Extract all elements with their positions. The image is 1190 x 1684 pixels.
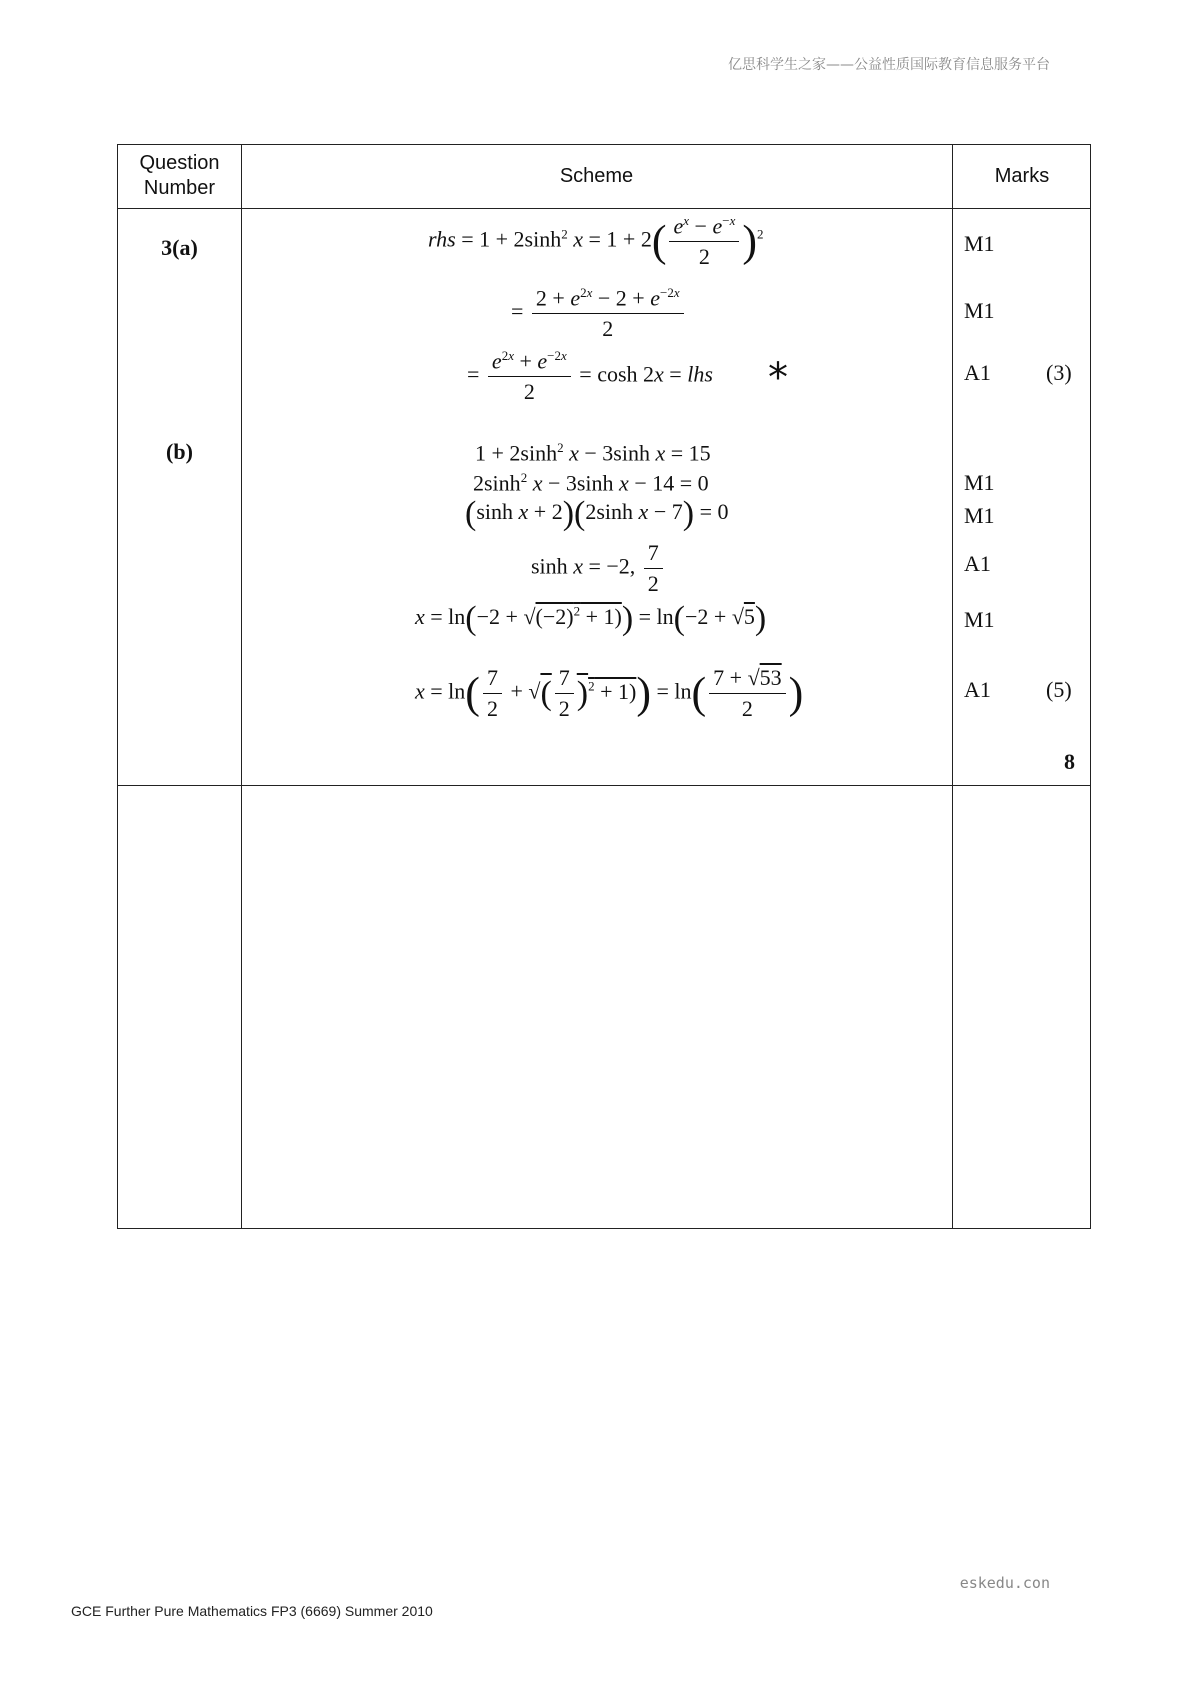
column-divider: [241, 145, 242, 1228]
row-divider: [118, 785, 1090, 786]
equation-b2: $2\sinh^2$ x − 3sinh x − 14 = 0: [473, 470, 709, 496]
equation-b3: (sinh x + 2)(2sinh x − 7) = 0: [465, 495, 729, 532]
question-label-3a: 3(a): [161, 235, 198, 260]
proof-star: *: [768, 355, 788, 401]
question-label-3b: (b): [166, 439, 193, 464]
header-note: 亿思科学生之家——公益性质国际教育信息服务平台: [728, 57, 1050, 73]
mark-b3: A1: [964, 551, 991, 576]
footer-title: GCE Further Pure Mathematics FP3 (6669) Summer 2010: [71, 1603, 433, 1619]
mark-a3: A1: [964, 360, 991, 385]
equation-b1: $1 + 2\sinh^2$ x − 3sinh x = 15: [475, 440, 711, 466]
footer-site: eskedu.con: [959, 1574, 1050, 1592]
header-divider: [118, 208, 1090, 209]
header-question-line2: Number: [143, 177, 216, 199]
equation-b5: $x = \ln(-2 + √(-2)^2 + 1)) = \ln(-2 + √5)$: [415, 600, 767, 637]
subtotal-a: (3): [1046, 360, 1072, 385]
header-scheme: Scheme: [559, 165, 634, 187]
mark-b4: M1: [964, 607, 995, 632]
equation-a1: rhs = $1 + 2\sinh^2$ x = 1 + 2( $\frac{e^x - e^{-x}}{2}$ )$^2$: [428, 213, 764, 270]
mark-b5: A1: [964, 677, 991, 702]
header-marks: Marks: [994, 165, 1050, 187]
column-divider: [952, 145, 953, 1228]
mark-b1: M1: [964, 470, 995, 495]
header-question-line1: Question: [139, 152, 220, 174]
header-question-number: [118, 151, 241, 201]
equation-b4: sinh x = −2, $\frac{7}{2}$: [531, 540, 666, 597]
mark-scheme-table: [117, 144, 1091, 1229]
equation-b6: x = ln( $\frac{7}{2}$ + √( $\frac{7}{2}$ )$^2$ + 1)) = ln( $\frac{7 + √53}{2}$ ): [415, 665, 804, 721]
equation-a2: = $\frac{2 + e^{2x} - 2 + e^{-2x}}{2}$: [511, 285, 687, 342]
mark-b2: M1: [964, 503, 995, 528]
mark-a2: M1: [964, 298, 995, 323]
question-total: 8: [1064, 749, 1075, 774]
subtotal-b: (5): [1046, 677, 1072, 702]
equation-a3: = $\frac{e^{2x} + e^{-2x}}{2}$ = cosh 2x = lhs: [467, 348, 713, 405]
mark-a1: M1: [964, 231, 995, 256]
